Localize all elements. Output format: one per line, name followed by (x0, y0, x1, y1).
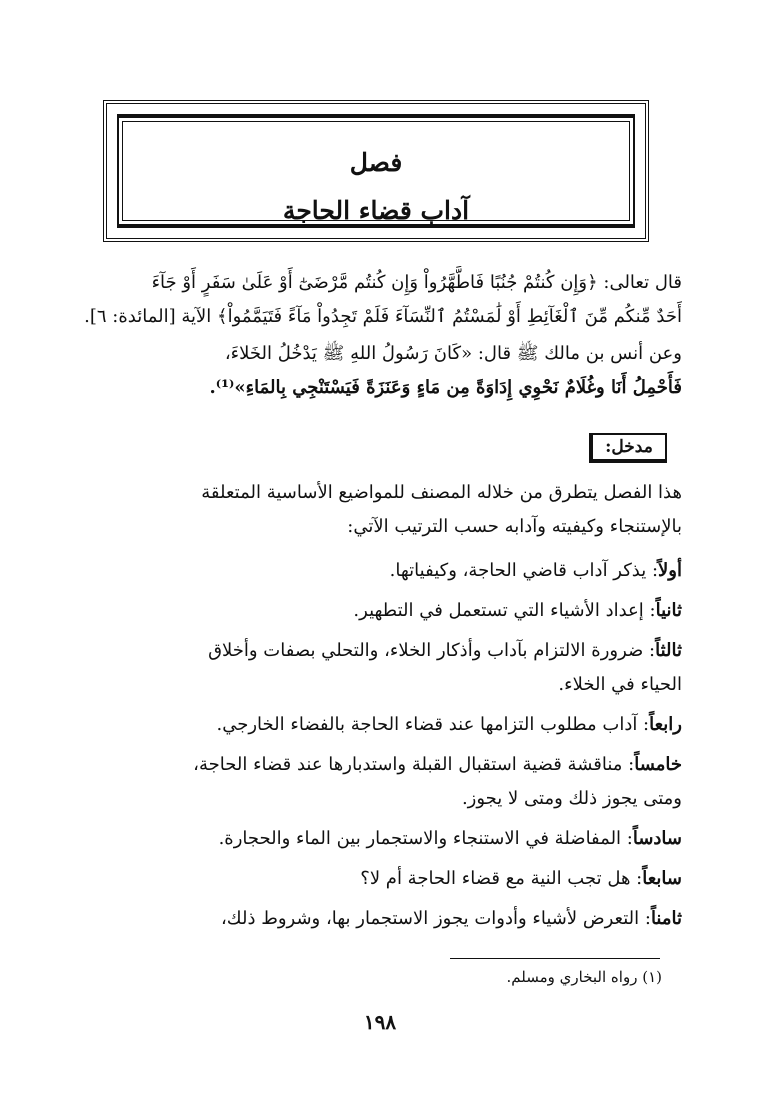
items-list (82, 551, 682, 939)
list-item (82, 551, 682, 591)
item-label: سادساً (632, 828, 682, 849)
chapter-title-frame (103, 100, 649, 242)
item-label: ثالثاً (655, 640, 682, 661)
item-text: : التعرض لأشياء وأدوات يجوز الاستجمار بها، وشروط ذلك، (221, 908, 651, 929)
item-text: : ضرورة الالتزام بآداب وأذكار الخلاء، والتحلي بصفات وأخلاق (208, 640, 656, 661)
overview-paragraph (82, 476, 682, 544)
item-text: : إعداد الأشياء التي تستعمل في التطهير. (353, 600, 656, 621)
section-label: فصل (349, 148, 403, 177)
list-item (82, 705, 682, 745)
item-label: سابعاً (642, 868, 682, 889)
hadith-line-2: فَأَحْمِلُ أَنَا وغُلَامٌ نَحْوِي إِدَاوَةً مِن مَاءٍ وَعَنَزَةً فَيَسْتَنْجِي بِالمَاءِ»⁽¹⁾. (209, 377, 682, 398)
item-text: : مناقشة قضية استقبال القبلة واستدبارها عند قضاء الحاجة، (193, 754, 635, 775)
page-number: ١٩٨ (363, 1010, 397, 1034)
chapter-title-inner-frame (117, 114, 635, 228)
madkhal-label: مدخل: (589, 433, 667, 463)
verse-line-2: أَحَدٌ مِّنكُم مِّنَ ٱلْغَآئِطِ أَوْ لَٰمَسْتُمُ ٱلنِّسَآءَ فَلَمْ تَجِدُواْ مَآءً فَتَيَمَّمُواْ﴾ الآية [المائدة: ٦]. (84, 306, 682, 327)
overview-line-1: هذا الفصل يتطرق من خلاله المصنف للمواضيع الأساسية المتعلقة (201, 482, 682, 503)
verse-line-1: قال تعالى: ﴿وَإِن كُنتُمْ جُنُبًا فَاطَّهَّرُواْ وَإِن كُنتُم مَّرْضَىٰٓ أَوْ عَلَىٰ سَفَرٍ أَوْ جَآءَ (151, 272, 682, 293)
list-item-continuation: الحياء في الخلاء. (558, 674, 682, 695)
item-label: رابعاً (649, 714, 682, 735)
item-text: : يذكر آداب قاضي الحاجة، وكيفياتها. (389, 560, 659, 581)
item-text: : هل تجب النية مع قضاء الحاجة أم لا؟ (360, 868, 643, 889)
intro-paragraph (82, 266, 682, 405)
footnote-divider (450, 958, 660, 959)
item-label: خامساً (634, 754, 682, 775)
item-label: ثانياً (655, 600, 682, 621)
list-item (82, 899, 682, 939)
list-item-continuation: ومتى يجوز ذلك ومتى لا يجوز. (461, 788, 682, 809)
item-label: أولاً (658, 560, 682, 581)
hadith-line-1: وعن أنس بن مالك ﷺ قال: «كَانَ رَسُولُ اللهِ ﷺ يَدْخُلُ الخَلاءَ، (224, 343, 682, 364)
item-text: : المفاضلة في الاستنجاء والاستجمار بين الماء والحجارة. (218, 828, 633, 849)
chapter-title: آداب قضاء الحاجة (282, 196, 470, 225)
item-text: : آداب مطلوب التزامها عند قضاء الحاجة بالفضاء الخارجي. (216, 714, 650, 735)
list-item (82, 591, 682, 631)
list-item (82, 819, 682, 859)
item-label: ثامناً (650, 908, 682, 929)
overview-line-2: بالإستنجاء وكيفيته وآدابه حسب الترتيب الآتي: (347, 516, 682, 537)
footnote: (١) رواه البخاري ومسلم. (506, 968, 662, 986)
list-item (82, 859, 682, 899)
